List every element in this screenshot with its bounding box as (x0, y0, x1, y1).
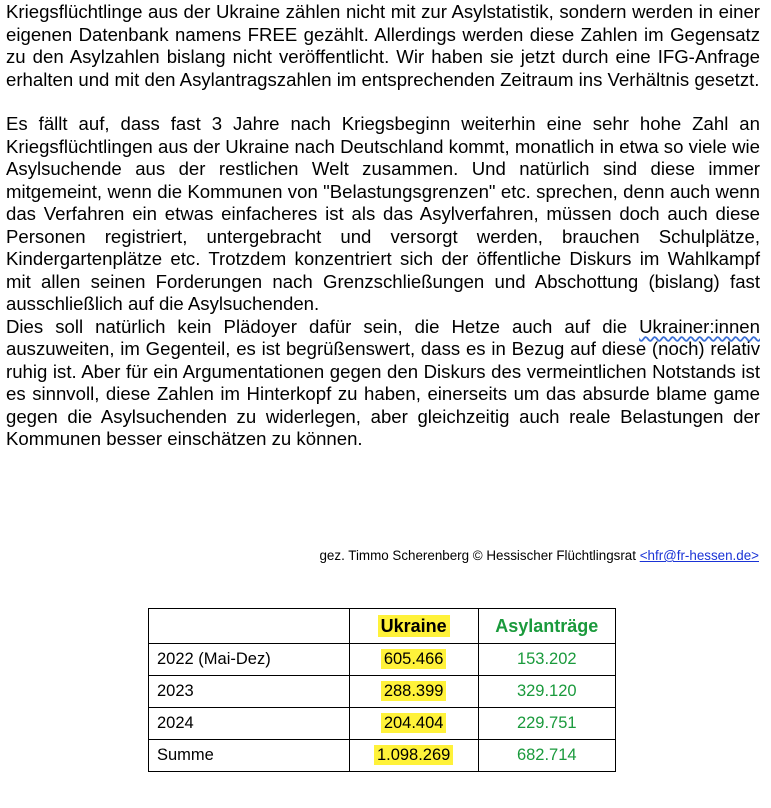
document-body (6, 0, 760, 451)
header-ukraine (349, 609, 478, 644)
table-row (149, 644, 616, 676)
ukraine-value-cell (349, 740, 478, 772)
ukraine-value: 288.399 (381, 681, 447, 701)
asyl-value: 229.751 (478, 708, 615, 740)
paragraph-conclusion-end: auszuweiten, im Gegenteil, es ist begrüßenswert, dass es in Bezug auf diese (noch) relativ ruhig ist. Aber für ein Argumentationen gegen den Diskurs des vermeintlichen Notstands ist es sinnvoll, diese Zahlen im Hinterkopf zu haben, einerseits um das absurde blame game gegen die Asylsuchenden zu widerlegen, aber gleichzeitig auch reale Belastungen der Kommunen besser einschätzen zu können. (6, 338, 760, 449)
ukraine-value: 204.404 (381, 713, 447, 733)
asyl-value: 682.714 (478, 740, 615, 772)
ukraine-value: 605.466 (381, 649, 447, 669)
paragraph-conclusion-start: Dies soll natürlich kein Plädoyer dafür sein, die Hetze auch auf die (6, 315, 640, 337)
header-ukraine-label: Ukraine (378, 615, 450, 637)
paragraph-conclusion (6, 316, 760, 451)
header-asyl: Asylanträge (478, 609, 615, 644)
row-label: 2024 (149, 708, 350, 740)
row-label: Summe (149, 740, 350, 772)
ukraine-value: 1.098.269 (374, 745, 453, 765)
row-label: 2023 (149, 676, 350, 708)
table-row (149, 708, 616, 740)
ukraine-value-cell (349, 644, 478, 676)
asyl-value: 153.202 (478, 644, 615, 676)
table-row-total (149, 740, 616, 772)
ukraine-value-cell (349, 676, 478, 708)
paragraph-analysis: Es fällt auf, dass fast 3 Jahre nach Kriegsbeginn weiterhin eine sehr hohe Zahl an Kriegsflüchtlingen aus der Ukraine nach Deutschland kommt, monatlich in etwa so viele wie Asylsuchende aus der restlichen Welt zusammen. Und natürlich sind diese immer mitgemeint, wenn die Kommunen von "Belastungsgrenzen" etc. sprechen, denn auch wenn das Verfahren ein etwas einfacheres ist als das Asylverfahren, müssen doch auch diese Personen registriert, untergebracht und versorgt werden, brauchen Schulplätze, Kindergartenplätze etc. Trotzdem konzentriert sich der öffentliche Diskurs im Wahlkampf mit allen seinen Forderungen nach Grenzschließungen und Abschottung (bislang) fast ausschließlich auf die Asylsuchenden. (6, 113, 760, 314)
row-label: 2022 (Mai-Dez) (149, 644, 350, 676)
paragraph-intro: Kriegsflüchtlinge aus der Ukraine zählen nicht mit zur Asylstatistik, sondern werden in einer eigenen Datenbank namens FREE gezählt. Allerdings werden diese Zahlen im Gegensatz zu den Asylzahlen bislang nicht veröffentlicht. Wir haben sie jetzt durch eine IFG-Anfrage erhalten und mit den Asylantragszahlen im entsprechenden Zeitraum ins Verhältnis gesetzt. (6, 1, 760, 90)
statistics-table (148, 608, 616, 772)
email-link[interactable]: <hfr@fr-hessen.de> (639, 548, 759, 563)
table-row (149, 676, 616, 708)
spellcheck-word: Ukrainer:innen (639, 315, 760, 337)
header-empty-cell (149, 609, 350, 644)
signature-text: gez. Timmo Scherenberg © Hessischer Flüchtlingsrat (319, 548, 640, 563)
signature-line (319, 548, 759, 563)
table-header-row (149, 609, 616, 644)
ukraine-value-cell (349, 708, 478, 740)
asyl-value: 329.120 (478, 676, 615, 708)
